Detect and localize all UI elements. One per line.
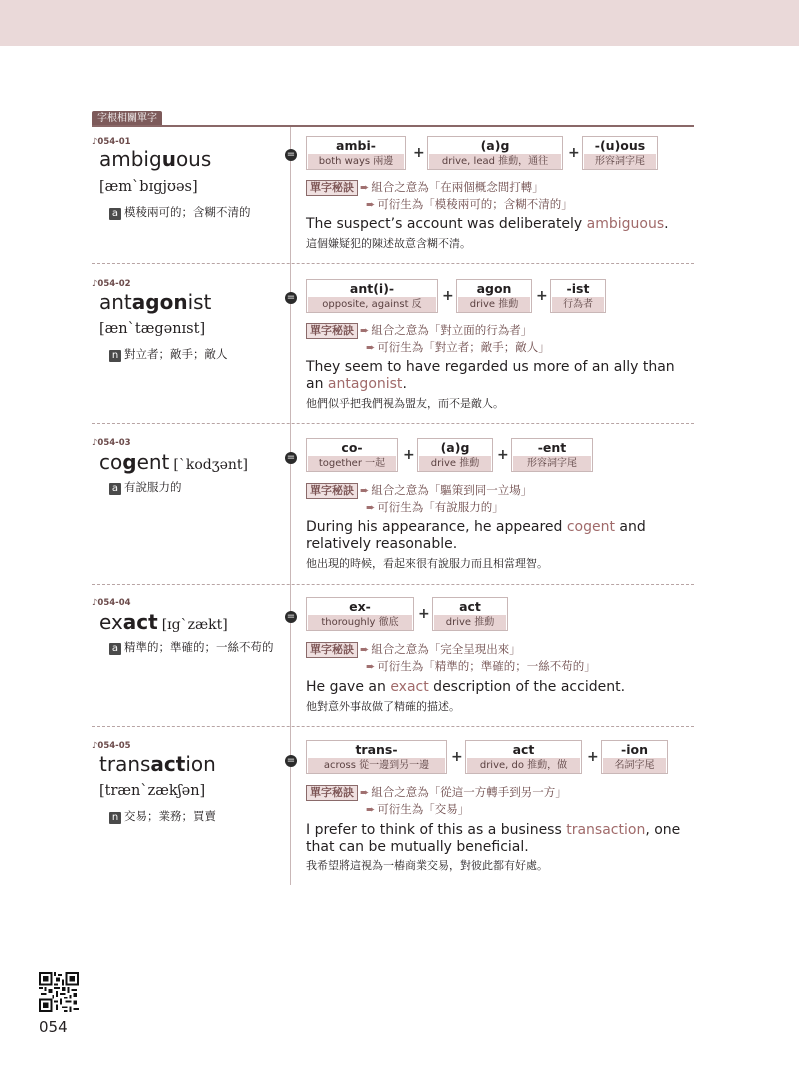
word-secret: 單字秘訣 ➨ 組合之意為「完全呈現出來」 (306, 641, 521, 658)
arrow-right-icon: ➨ (366, 198, 376, 211)
column-divider-line (290, 127, 291, 885)
root-box: ambi- both ways 兩邊 (306, 136, 406, 170)
audio-track-label[interactable]: ♪054-02 (92, 279, 131, 289)
audio-track-label[interactable]: ♪054-03 (92, 438, 131, 448)
audio-track-label[interactable]: ♪054-05 (92, 741, 131, 751)
word-secret-derived: ➨ 可衍生為「對立者；敵手；敵人」 (366, 340, 550, 354)
plus-icon: + (418, 606, 430, 622)
example-sentence: The suspect’s account was deliberately ambiguous. (306, 216, 669, 232)
plus-icon: + (568, 145, 580, 161)
equals-icon: = (286, 452, 296, 463)
part-of-speech-badge: n (109, 350, 121, 362)
equals-icon: = (286, 292, 296, 303)
secret-tag: 單字秘訣 (306, 323, 358, 339)
plus-icon: + (587, 749, 599, 765)
root-box: act drive 推動 (432, 597, 508, 631)
pronunciation: [`kodʒənt] (173, 457, 249, 473)
sentence-translation: 他出現的時候，看起來很有說服力而且相當理智。 (306, 557, 548, 570)
pronunciation: [æn`tægənɪst] (99, 321, 206, 337)
root-box: ex- thoroughly 徹底 (306, 597, 414, 631)
equals-icon: = (286, 149, 296, 160)
word-secret-derived: ➨ 可衍生為「有說服力的」 (366, 500, 504, 514)
secret-tag: 單字秘訣 (306, 785, 358, 801)
headword: cogent [`kodʒənt] (99, 450, 249, 474)
audio-track-label[interactable]: ♪054-01 (92, 137, 131, 147)
arrow-right-icon: ➨ (360, 181, 370, 194)
definition: a 有說服力的 (109, 479, 284, 496)
headword: antagonist (99, 290, 212, 314)
audio-track-label[interactable]: ♪054-04 (92, 598, 131, 608)
sentence-translation: 這個嫌疑犯的陳述故意含糊不清。 (306, 237, 471, 250)
arrow-right-icon: ➨ (360, 786, 370, 799)
secret-tag: 單字秘訣 (306, 180, 358, 196)
definition: n 交易；業務；買賣 (109, 808, 284, 825)
top-band (0, 0, 799, 46)
root-box: act drive, do 推動，做 (465, 740, 582, 774)
root-box: -ent 形容詞字尾 (511, 438, 593, 472)
arrow-right-icon: ➨ (366, 660, 376, 673)
part-of-speech-badge: n (109, 812, 121, 824)
word-secret: 單字秘訣 ➨ 組合之意為「對立面的行為者」 (306, 322, 532, 339)
word-secret-derived: ➨ 可衍生為「模稜兩可的；含糊不清的」 (366, 197, 573, 211)
pronunciation: [ɪg`zækt] (161, 617, 228, 633)
root-box: (a)g drive 推動 (417, 438, 493, 472)
root-box: co- together 一起 (306, 438, 398, 472)
plus-icon: + (451, 749, 463, 765)
entry-divider (92, 263, 694, 264)
entry-divider (92, 726, 694, 727)
headword: transaction (99, 752, 216, 776)
root-box: -ist 行為者 (550, 279, 606, 313)
root-box: -(u)ous 形容詞字尾 (582, 136, 658, 170)
example-sentence: During his appearance, he appeared cogent and relatively reasonable. (306, 519, 646, 552)
top-rule (92, 125, 694, 127)
qr-code-icon[interactable] (39, 972, 79, 1012)
plus-icon: + (403, 447, 415, 463)
part-of-speech-badge: a (109, 208, 121, 220)
example-sentence: He gave an exact description of the accident. (306, 679, 626, 695)
example-sentence: They seem to have regarded us more of an ally than an antagonist. (306, 359, 675, 392)
definition: a 精準的；準確的；一絲不苟的 (109, 639, 281, 656)
root-box: -ion 名詞字尾 (601, 740, 668, 774)
part-of-speech-badge: a (109, 643, 121, 655)
arrow-right-icon: ➨ (366, 803, 376, 816)
root-box: (a)g drive, lead 推動，通往 (427, 136, 563, 170)
root-box: ant(i)- opposite, against 反 (306, 279, 438, 313)
plus-icon: + (413, 145, 425, 161)
equals-icon: = (286, 755, 296, 766)
pronunciation: [træn`zækʃən] (99, 783, 206, 799)
part-of-speech-badge: a (109, 483, 121, 495)
headword: ambiguous (99, 147, 212, 171)
arrow-right-icon: ➨ (366, 501, 376, 514)
definition: n 對立者；敵手；敵人 (109, 346, 284, 363)
headword: exact [ɪg`zækt] (99, 610, 228, 634)
sentence-translation: 他對意外事故做了精確的描述。 (306, 700, 460, 713)
word-secret-derived: ➨ 可衍生為「交易」 (366, 802, 470, 816)
word-secret-derived: ➨ 可衍生為「精準的；準確的；一絲不苟的」 (366, 659, 596, 673)
word-secret: 單字秘訣 ➨ 組合之意為「驅策到同一立場」 (306, 482, 532, 499)
word-secret: 單字秘訣 ➨ 組合之意為「在兩個概念間打轉」 (306, 179, 544, 196)
sentence-translation: 他們似乎把我們視為盟友，而不是敵人。 (306, 397, 504, 410)
secret-tag: 單字秘訣 (306, 483, 358, 499)
arrow-right-icon: ➨ (360, 643, 370, 656)
root-box: trans- across 從一邊到另一邊 (306, 740, 447, 774)
sentence-translation: 我希望將這視為一樁商業交易，對彼此都有好處。 (306, 859, 548, 872)
arrow-right-icon: ➨ (360, 484, 370, 497)
arrow-right-icon: ➨ (360, 324, 370, 337)
definition: a 模稜兩可的；含糊不清的 (109, 204, 284, 221)
plus-icon: + (442, 288, 454, 304)
word-secret: 單字秘訣 ➨ 組合之意為「從這一方轉手到另一方」 (306, 784, 567, 801)
plus-icon: + (497, 447, 509, 463)
entry-divider (92, 584, 694, 585)
page-number: 054 (39, 1018, 68, 1036)
example-sentence: I prefer to think of this as a business transaction, one that can be mutually beneficial. (306, 822, 681, 855)
root-box: agon drive 推動 (456, 279, 532, 313)
plus-icon: + (536, 288, 548, 304)
section-tag: 字根相關單字 (92, 111, 162, 126)
equals-icon: = (286, 611, 296, 622)
secret-tag: 單字秘訣 (306, 642, 358, 658)
arrow-right-icon: ➨ (366, 341, 376, 354)
entry-divider (92, 423, 694, 424)
pronunciation: [æm`bɪgjʊəs] (99, 179, 198, 195)
